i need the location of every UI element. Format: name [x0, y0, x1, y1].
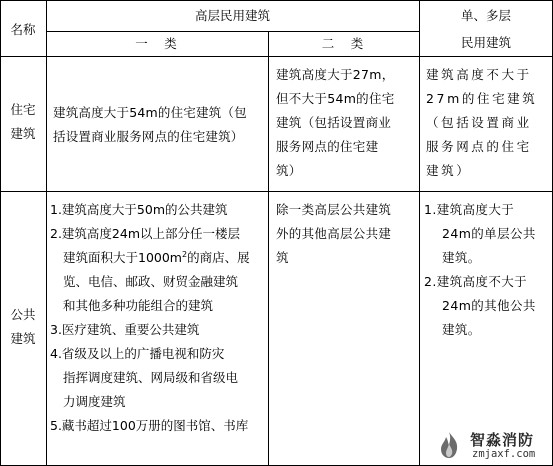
- header-single-multi-line2: 民用建筑: [460, 35, 511, 50]
- public-class1-line: [50, 246, 268, 270]
- public-class1-line: 览、电信、邮政、财贸金融建筑: [63, 274, 239, 289]
- residential-single-line: 服务网点的住宅: [426, 139, 532, 154]
- public-single-line: 24m的其他公共: [442, 298, 536, 313]
- residential-label-line1: 住宅: [10, 102, 36, 117]
- public-class2-line: 筑: [276, 250, 289, 265]
- public-area-text: 建筑面积大于1000m: [63, 250, 182, 265]
- public-class1-cell: [50, 198, 268, 438]
- residential-single-line: （包括设置商业: [426, 115, 532, 130]
- residential-class2-line: 筑）: [276, 163, 302, 178]
- residential-single-line: 建筑）: [426, 163, 472, 178]
- public-single-line: 建筑。: [442, 250, 481, 265]
- residential-class2-line: 但不大于54m的住宅: [276, 91, 395, 106]
- public-class1-line: 力调度建筑: [63, 394, 126, 409]
- public-class1-line: 5.藏书超过100万册的图书馆、书库: [50, 418, 249, 433]
- public-single-cell: [424, 198, 552, 342]
- public-class2-cell: [276, 198, 418, 270]
- residential-class2-line: 建筑（包括设置商业: [276, 115, 392, 130]
- public-class1-line: 和其他多种功能组合的建筑: [63, 298, 214, 313]
- public-area-sup: 2: [182, 249, 188, 259]
- public-label-line2: 建筑: [10, 331, 36, 346]
- col-divider-2: [268, 31, 269, 466]
- public-class1-line: 2.建筑高度24m以上部分任一楼层: [50, 226, 241, 241]
- col-divider-1: [46, 0, 47, 466]
- public-class1-line: 指挥调度建筑、网局级和省级电: [63, 370, 239, 385]
- watermark-url: zmjaxf.com: [472, 448, 536, 460]
- residential-class1-line: 建筑高度大于54m的住宅建筑（包: [53, 105, 247, 120]
- public-single-line: 2.建筑高度不大于: [424, 274, 528, 289]
- table-border-top: [0, 0, 553, 1]
- header-name: 名称: [10, 22, 36, 37]
- public-area-rest: 的商店、展: [187, 250, 250, 265]
- residential-single-line: 建筑高度不大于: [426, 67, 532, 82]
- residential-class2-line: 建筑高度大于27m，: [276, 67, 395, 82]
- header-single-multi-line1: 单、多层: [460, 8, 511, 23]
- public-single-line: 建筑。: [442, 322, 481, 337]
- residential-single-line: 27m的住宅建筑: [426, 91, 538, 106]
- header-class-1: 一 类: [135, 36, 179, 51]
- header-high-rise: 高层民用建筑: [194, 8, 270, 23]
- table-border-left: [0, 0, 1, 466]
- public-class1-line: 1.建筑高度大于50m的公共建筑: [50, 202, 228, 217]
- public-single-line: 1.建筑高度大于: [424, 202, 515, 217]
- residential-class1-line: 括设置商业服务网点的住宅建筑）: [53, 129, 244, 144]
- public-single-line: 24m的单层公共: [442, 226, 536, 241]
- residential-class2-line: 服务网点的住宅建: [276, 139, 379, 154]
- public-class2-line: 除一类高层公共建筑: [276, 202, 392, 217]
- public-class2-line: 外的其他高层公共建: [276, 226, 392, 241]
- residential-label-line2: 建筑: [10, 126, 36, 141]
- residential-class1-cell: [53, 101, 267, 149]
- header-bottom-line: [0, 56, 553, 57]
- residential-label: [0, 98, 46, 146]
- watermark-name: 智淼消防: [470, 431, 535, 449]
- public-class1-line: 3.医疗建筑、重要公共建筑: [50, 322, 200, 337]
- header-class-2: 二 类: [321, 36, 366, 51]
- residential-class2-cell: [276, 63, 418, 183]
- residential-single-cell: [426, 63, 552, 183]
- public-label: [0, 303, 46, 351]
- row-divider: [0, 191, 553, 192]
- flame-icon: [436, 430, 462, 460]
- col-divider-3: [419, 0, 420, 466]
- watermark-logo: [430, 426, 553, 466]
- public-label-line1: 公共: [10, 307, 36, 322]
- public-class1-line: 4.省级及以上的广播电视和防灾: [50, 346, 225, 361]
